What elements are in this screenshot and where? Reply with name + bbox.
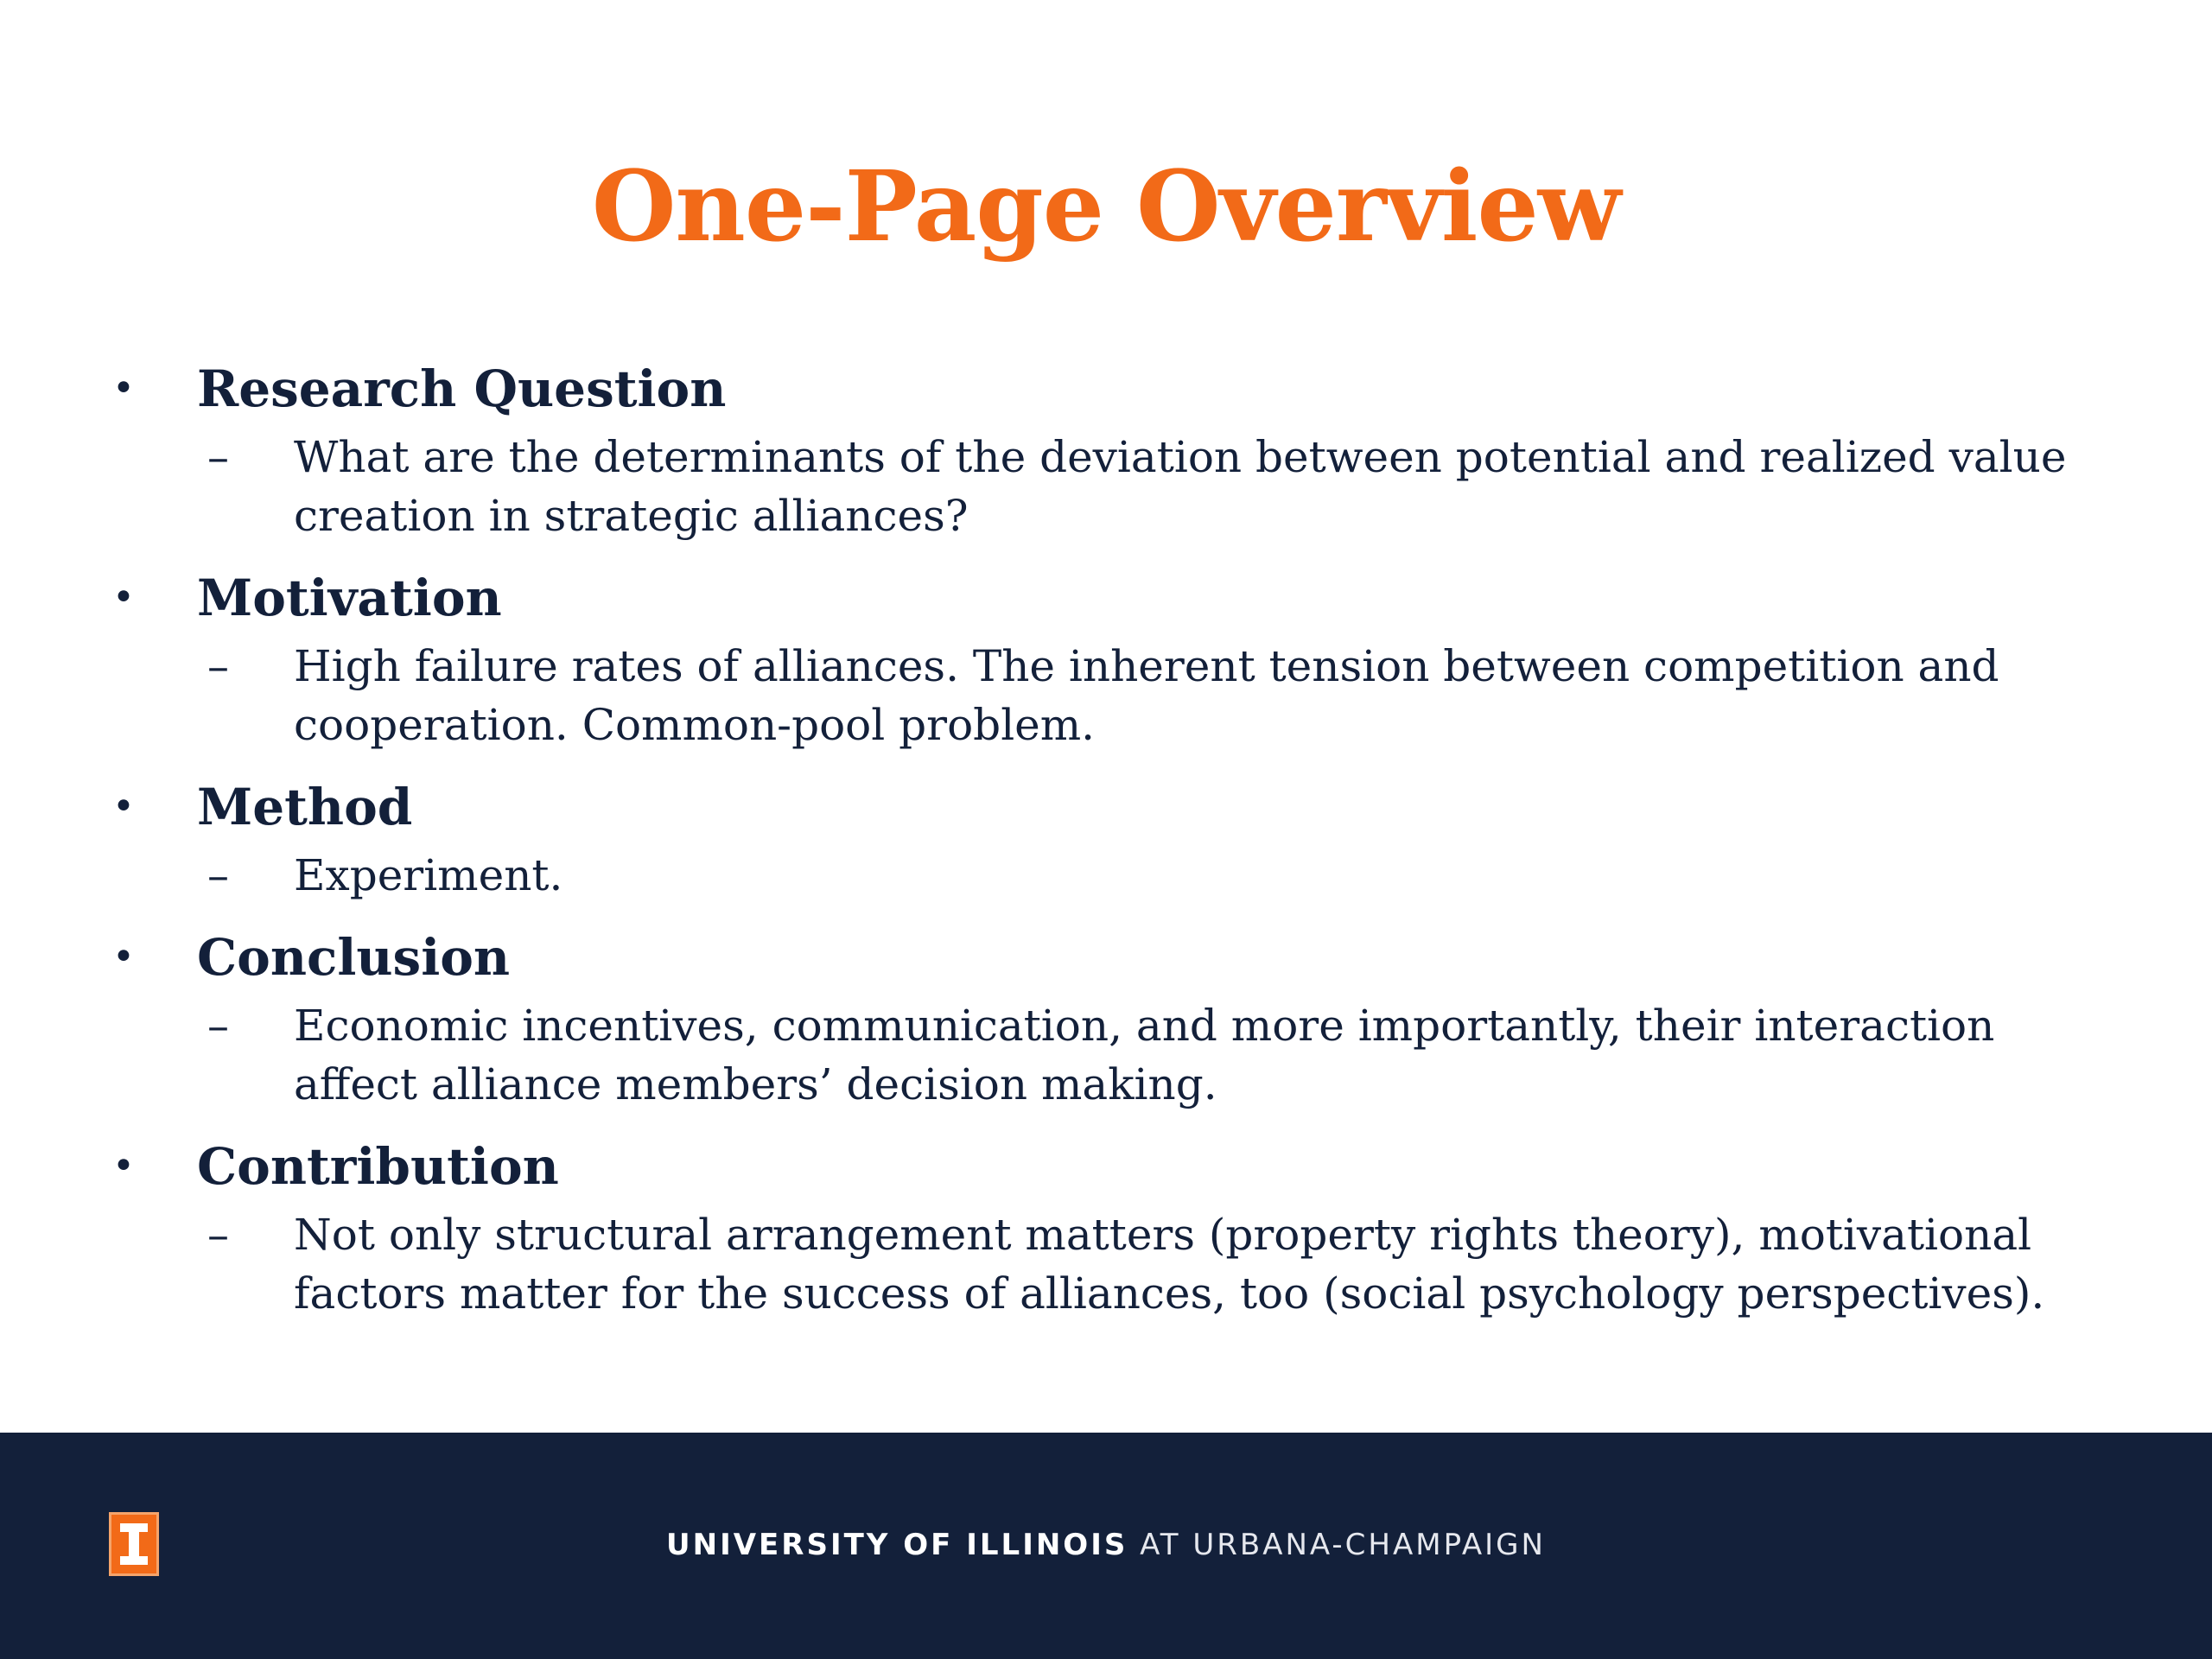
list-item: [112, 350, 2082, 559]
slide-title: One-Page Overview: [591, 150, 1621, 264]
bullet-icon: •: [112, 785, 135, 829]
section-detail-text: What are the determinants of the deviation between potential and realized value creation in strategic alliances?: [294, 432, 2067, 541]
section-heading: Method: [197, 778, 413, 836]
overview-list: [112, 350, 2082, 1337]
list-item: [112, 559, 2082, 768]
section-detail-text: Not only structural arrangement matters (property rights theory), motivational factors matter for the success of alliances, too (social psychology perspectives).: [294, 1210, 2045, 1319]
dash-icon: –: [207, 850, 229, 900]
dash-icon: –: [207, 641, 229, 691]
campus-name: AT URBANA-CHAMPAIGN: [1128, 1528, 1546, 1562]
university-wordmark: [0, 1526, 2212, 1564]
section-heading: Contribution: [197, 1137, 559, 1196]
bullet-icon: •: [112, 935, 135, 979]
bullet-icon: •: [112, 1144, 135, 1188]
section-heading: Research Question: [197, 359, 727, 418]
list-item: [112, 768, 2082, 918]
section-detail-text: High failure rates of alliances. The inherent tension between competition and cooperation. Common-pool problem.: [294, 641, 1999, 750]
section-detail: [207, 428, 2082, 559]
dash-icon: –: [207, 1001, 229, 1051]
dash-icon: –: [207, 1210, 229, 1260]
list-item: [112, 918, 2082, 1128]
section-heading: Motivation: [197, 569, 502, 627]
section-detail: [207, 996, 2082, 1128]
section-detail-text: Economic incentives, communication, and more importantly, their interaction affect alliance members’ decision making.: [294, 1001, 1995, 1109]
bullet-icon: •: [112, 575, 135, 620]
section-detail-text: Experiment.: [294, 850, 563, 900]
section-heading: Conclusion: [197, 928, 511, 987]
footer-bar: [0, 1433, 2212, 1659]
section-detail: [207, 1205, 2082, 1337]
university-name: UNIVERSITY OF ILLINOIS: [666, 1528, 1128, 1562]
section-detail: [207, 846, 2082, 918]
bullet-icon: •: [112, 366, 135, 410]
dash-icon: –: [207, 432, 229, 482]
section-detail: [207, 637, 2082, 768]
list-item: [112, 1128, 2082, 1337]
